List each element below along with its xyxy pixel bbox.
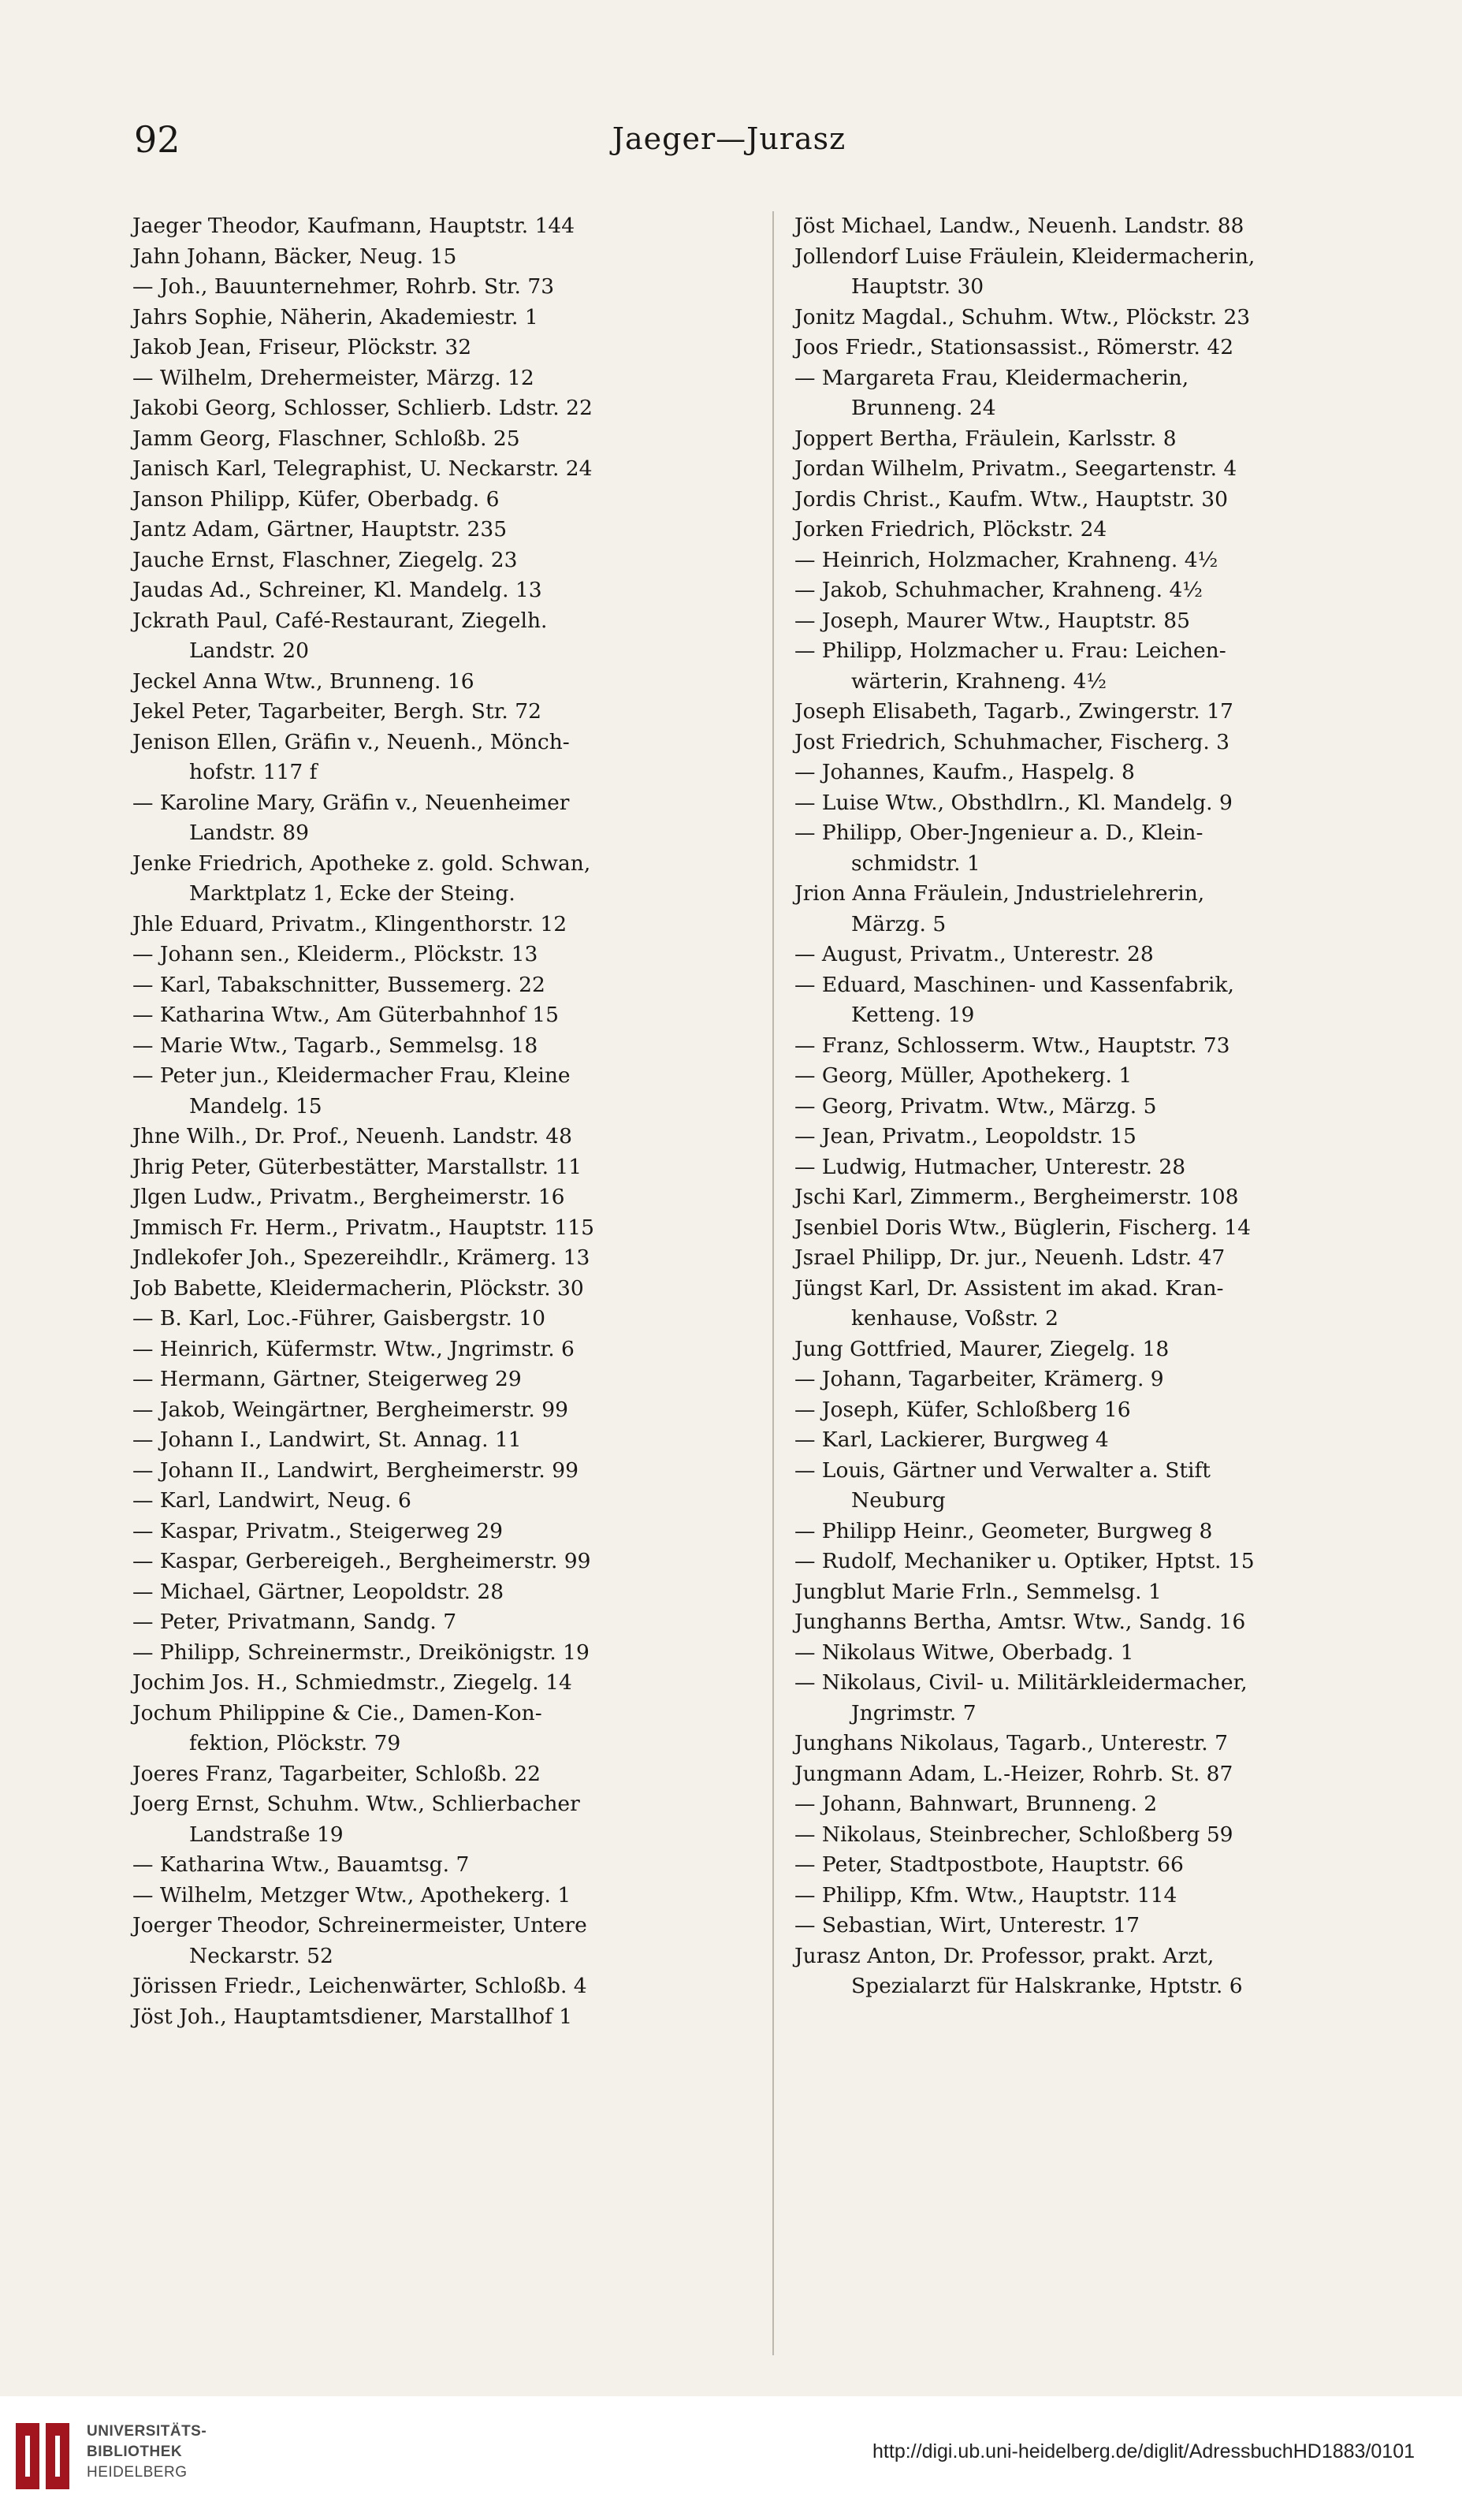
directory-columns [132, 211, 1423, 2371]
directory-entry: Janson Philipp, Küfer, Oberbadg. 6 [132, 486, 500, 512]
directory-entry: Joeres Franz, Tagarbeiter, Schloßb. 22 [132, 1761, 541, 1786]
directory-entry: — Johann II., Landwirt, Bergheimerstr. 99 [132, 1457, 578, 1483]
entry-continuation: Landstr. 89 [189, 821, 309, 845]
directory-entry: — Karoline Mary, Gräfin v., Neuenheimer [132, 790, 570, 815]
entry-continuation: kenhause, Voßstr. 2 [851, 1306, 1058, 1331]
directory-entry: — B. Karl, Loc.-Führer, Gaisbergstr. 10 [132, 1306, 545, 1331]
directory-entry: — Hermann, Gärtner, Steigerweg 29 [132, 1367, 522, 1391]
directory-entry: — Karl, Lackierer, Burgweg 4 [794, 1428, 1109, 1452]
directory-entry: — Luise Wtw., Obsthdlrn., Kl. Mandelg. 9 [794, 790, 1233, 815]
directory-entry: Jenison Ellen, Gräfin v., Neuenh., Mönch- [132, 729, 570, 754]
directory-entry: — Joh., Bauunternehmer, Rohrb. Str. 73 [132, 274, 555, 299]
directory-entry: Jsenbiel Doris Wtw., Büglerin, Fischerg. 14 [794, 1215, 1252, 1240]
directory-entry: — Heinrich, Holzmacher, Krahneng. 4½ [794, 547, 1218, 572]
directory-entry: Jekel Peter, Tagarbeiter, Bergh. Str. 72 [132, 699, 541, 724]
page-number: 92 [134, 118, 180, 161]
directory-entry: Jndlekofer Joh., Spezereihdlr., Krämerg. 13 [132, 1245, 590, 1270]
directory-entry: — Johann, Bahnwart, Brunneng. 2 [794, 1792, 1158, 1816]
directory-entry: — Peter, Stadtpostbote, Hauptstr. 66 [794, 1852, 1184, 1877]
directory-entry: Jochim Jos. H., Schmiedmstr., Ziegelg. 14 [132, 1670, 572, 1695]
directory-entry: Joerger Theodor, Schreinermeister, Untere [132, 1913, 587, 1937]
directory-entry: Jaudas Ad., Schreiner, Kl. Mandelg. 13 [132, 578, 542, 602]
directory-entry: — August, Privatm., Unterestr. 28 [794, 942, 1154, 966]
directory-entry: Jhle Eduard, Privatm., Klingenthorstr. 12 [132, 911, 567, 936]
directory-entry: Jollendorf Luise Fräulein, Kleidermacherin, [794, 244, 1256, 269]
directory-entry: Jahrs Sophie, Näherin, Akademiestr. 1 [132, 304, 538, 329]
library-name-line-1: UNIVERSITÄTS- [87, 2423, 207, 2440]
left-column [132, 211, 763, 2032]
directory-entry: Jauche Ernst, Flaschner, Ziegelg. 23 [132, 547, 518, 572]
directory-entry: Joseph Elisabeth, Tagarb., Zwingerstr. 17 [794, 699, 1233, 724]
directory-entry: — Joseph, Küfer, Schloßberg 16 [794, 1397, 1131, 1422]
directory-entry: — Sebastian, Wirt, Unterestr. 17 [794, 1913, 1140, 1937]
directory-entry: Jmmisch Fr. Herm., Privatm., Hauptstr. 115 [132, 1215, 594, 1240]
entry-continuation: Neuburg [851, 1488, 946, 1513]
directory-entry: Jüngst Karl, Dr. Assistent im akad. Kran- [794, 1275, 1224, 1301]
entry-continuation: schmidstr. 1 [851, 851, 980, 876]
directory-entry: Junghans Nikolaus, Tagarb., Unterestr. 7 [794, 1731, 1229, 1755]
directory-entry: — Margareta Frau, Kleidermacherin, [794, 365, 1189, 390]
directory-entry: — Nikolaus, Steinbrecher, Schloßberg 59 [794, 1822, 1233, 1847]
directory-entry: — Johann, Tagarbeiter, Krämerg. 9 [794, 1367, 1164, 1391]
directory-entry: — Georg, Müller, Apothekerg. 1 [794, 1063, 1133, 1088]
directory-entry: — Kaspar, Gerbereigeh., Bergheimerstr. 99 [132, 1549, 591, 1573]
directory-entry: — Johann sen., Kleiderm., Plöckstr. 13 [132, 942, 538, 966]
entry-continuation: Landstr. 20 [189, 638, 309, 663]
university-seal-logo-icon [14, 2418, 77, 2494]
directory-entry: Joerg Ernst, Schuhm. Wtw., Schlierbacher [132, 1792, 580, 1816]
directory-entry: — Michael, Gärtner, Leopoldstr. 28 [132, 1579, 504, 1604]
directory-entry: Jsrael Philipp, Dr. jur., Neuenh. Ldstr. 47 [794, 1245, 1226, 1270]
source-url: http://digi.ub.uni-heidelberg.de/diglit/AdressbuchHD1883/0101 [872, 2440, 1415, 2462]
directory-entry: Jordan Wilhelm, Privatm., Seegartenstr. 4 [794, 456, 1237, 481]
directory-entry: Jordis Christ., Kaufm. Wtw., Hauptstr. 30 [794, 486, 1229, 512]
entry-continuation: Neckarstr. 52 [189, 1943, 333, 1968]
directory-entry: Jamm Georg, Flaschner, Schloßb. 25 [132, 426, 520, 451]
directory-entry: Jlgen Ludw., Privatm., Bergheimerstr. 16 [132, 1185, 565, 1209]
directory-entry: — Wilhelm, Metzger Wtw., Apothekerg. 1 [132, 1882, 571, 1908]
entry-continuation: Mandelg. 15 [189, 1093, 322, 1119]
directory-entry: — Peter, Privatmann, Sandg. 7 [132, 1610, 457, 1634]
directory-entry: Jost Friedrich, Schuhmacher, Fischerg. 3 [794, 729, 1230, 754]
entry-continuation: Brunneng. 24 [851, 396, 996, 420]
directory-entry: Jakobi Georg, Schlosser, Schlierb. Ldstr. 22 [132, 396, 593, 420]
directory-entry: Jung Gottfried, Maurer, Ziegelg. 18 [794, 1336, 1170, 1361]
directory-entry: — Jakob, Schuhmacher, Krahneng. 4½ [794, 578, 1203, 602]
directory-entry: — Franz, Schlosserm. Wtw., Hauptstr. 73 [794, 1033, 1230, 1058]
library-name-line-2: BIBLIOTHEK [87, 2444, 183, 2460]
entry-continuation: hofstr. 117 f [189, 760, 318, 784]
directory-entry: — Katharina Wtw., Bauamtsg. 7 [132, 1852, 470, 1877]
directory-entry: Jochum Philippine & Cie., Damen-Kon- [132, 1700, 542, 1725]
library-name-line-3: HEIDELBERG [87, 2464, 188, 2481]
directory-entry: — Karl, Tabakschnitter, Bussemerg. 22 [132, 972, 545, 997]
directory-entry: Joos Friedr., Stationsassist., Römerstr. 42 [794, 335, 1234, 359]
directory-entry: — Georg, Privatm. Wtw., Märzg. 5 [794, 1093, 1157, 1119]
entry-continuation: Landstraße 19 [189, 1822, 344, 1847]
entry-continuation: Ketteng. 19 [851, 1003, 975, 1027]
directory-entry: — Louis, Gärtner und Verwalter a. Stift [794, 1457, 1211, 1483]
directory-entry: Jöst Joh., Hauptamtsdiener, Marstallhof 1 [132, 2004, 573, 2029]
directory-entry: — Peter jun., Kleidermacher Frau, Kleine [132, 1063, 571, 1088]
directory-entry: — Eduard, Maschinen- und Kassenfabrik, [794, 972, 1234, 997]
entry-continuation: Jngrimstr. 7 [851, 1700, 977, 1725]
directory-entry: Job Babette, Kleidermacherin, Plöckstr. 30 [132, 1275, 584, 1301]
directory-entry: Jurasz Anton, Dr. Professor, prakt. Arzt, [794, 1943, 1215, 1968]
directory-entry: Jorken Friedrich, Plöckstr. 24 [794, 517, 1107, 542]
directory-entry: — Ludwig, Hutmacher, Unterestr. 28 [794, 1154, 1186, 1179]
directory-entry: Jöst Michael, Landw., Neuenh. Landstr. 88 [794, 214, 1244, 238]
directory-entry: — Heinrich, Küfermstr. Wtw., Jngrimstr. 6 [132, 1336, 575, 1361]
directory-entry: Jungblut Marie Frln., Semmelsg. 1 [794, 1579, 1162, 1604]
directory-entry: Jhne Wilh., Dr. Prof., Neuenh. Landstr. 48 [132, 1124, 572, 1148]
directory-entry: — Karl, Landwirt, Neug. 6 [132, 1488, 411, 1513]
directory-entry: — Philipp, Schreinermstr., Dreikönigstr. 19 [132, 1640, 590, 1665]
directory-entry: Jhrig Peter, Güterbestätter, Marstallstr. 11 [132, 1154, 582, 1179]
directory-entry: — Philipp Heinr., Geometer, Burgweg 8 [794, 1518, 1213, 1543]
directory-entry: Jörissen Friedr., Leichenwärter, Schloßb. 4 [132, 1974, 587, 1998]
directory-entry: Junghanns Bertha, Amtsr. Wtw., Sandg. 16 [794, 1610, 1246, 1634]
directory-entry: Jahn Johann, Bäcker, Neug. 15 [132, 244, 457, 269]
directory-entry: — Jean, Privatm., Leopoldstr. 15 [794, 1124, 1136, 1148]
directory-entry: — Philipp, Ober-Jngenieur a. D., Klein- [794, 821, 1203, 845]
directory-entry: Jonitz Magdal., Schuhm. Wtw., Plöckstr. 23 [794, 304, 1251, 329]
column-divider [772, 211, 774, 2355]
directory-entry: Jschi Karl, Zimmerm., Bergheimerstr. 108 [794, 1185, 1239, 1209]
directory-entry: — Jakob, Weingärtner, Bergheimerstr. 99 [132, 1397, 568, 1422]
directory-entry: — Nikolaus Witwe, Oberbadg. 1 [794, 1640, 1134, 1665]
directory-entry: Janisch Karl, Telegraphist, U. Neckarstr. 24 [132, 456, 593, 481]
directory-entry: — Kaspar, Privatm., Steigerweg 29 [132, 1518, 504, 1543]
directory-entry: Jakob Jean, Friseur, Plöckstr. 32 [132, 335, 472, 359]
entry-continuation: Märzg. 5 [851, 911, 947, 936]
entry-continuation: Marktplatz 1, Ecke der Steing. [189, 881, 515, 906]
directory-entry: Jungmann Adam, L.-Heizer, Rohrb. St. 87 [794, 1761, 1233, 1786]
directory-entry: — Rudolf, Mechaniker u. Optiker, Hptst. 15 [794, 1549, 1255, 1573]
entry-continuation: Hauptstr. 30 [851, 274, 984, 299]
directory-entry: Joppert Bertha, Fräulein, Karlsstr. 8 [794, 426, 1177, 451]
directory-entry: — Johann I., Landwirt, St. Annag. 11 [132, 1428, 522, 1452]
entry-continuation: Spezialarzt für Halskranke, Hptstr. 6 [851, 1974, 1243, 1998]
directory-entry: — Katharina Wtw., Am Güterbahnhof 15 [132, 1003, 559, 1027]
directory-entry: Jckrath Paul, Café-Restaurant, Ziegelh. [132, 608, 548, 633]
directory-entry: Jenke Friedrich, Apotheke z. gold. Schwan, [132, 851, 591, 876]
page-header [134, 118, 1324, 173]
directory-entry: — Nikolaus, Civil- u. Militärkleidermacher, [794, 1670, 1248, 1695]
right-column [794, 211, 1425, 2002]
directory-entry: — Philipp, Holzmacher u. Frau: Leichen- [794, 638, 1226, 663]
directory-entry: — Philipp, Kfm. Wtw., Hauptstr. 114 [794, 1882, 1177, 1908]
entry-continuation: fektion, Plöckstr. 79 [189, 1731, 401, 1755]
directory-entry: — Joseph, Maurer Wtw., Hauptstr. 85 [794, 608, 1190, 633]
library-name [87, 2421, 206, 2483]
directory-entry: Jrion Anna Fräulein, Jndustrielehrerin, [794, 881, 1205, 906]
directory-entry: Jeckel Anna Wtw., Brunneng. 16 [132, 668, 474, 694]
running-head: Jaeger—Jurasz [612, 121, 846, 156]
directory-entry: — Marie Wtw., Tagarb., Semmelsg. 18 [132, 1033, 538, 1058]
directory-entry: Jantz Adam, Gärtner, Hauptstr. 235 [132, 517, 508, 542]
directory-entry: — Johannes, Kaufm., Haspelg. 8 [794, 760, 1135, 784]
directory-entry: Jaeger Theodor, Kaufmann, Hauptstr. 144 [132, 214, 575, 238]
library-footer [0, 2396, 1462, 2520]
entry-continuation: wärterin, Krahneng. 4½ [851, 668, 1107, 694]
directory-entry: — Wilhelm, Drehermeister, Märzg. 12 [132, 365, 534, 390]
